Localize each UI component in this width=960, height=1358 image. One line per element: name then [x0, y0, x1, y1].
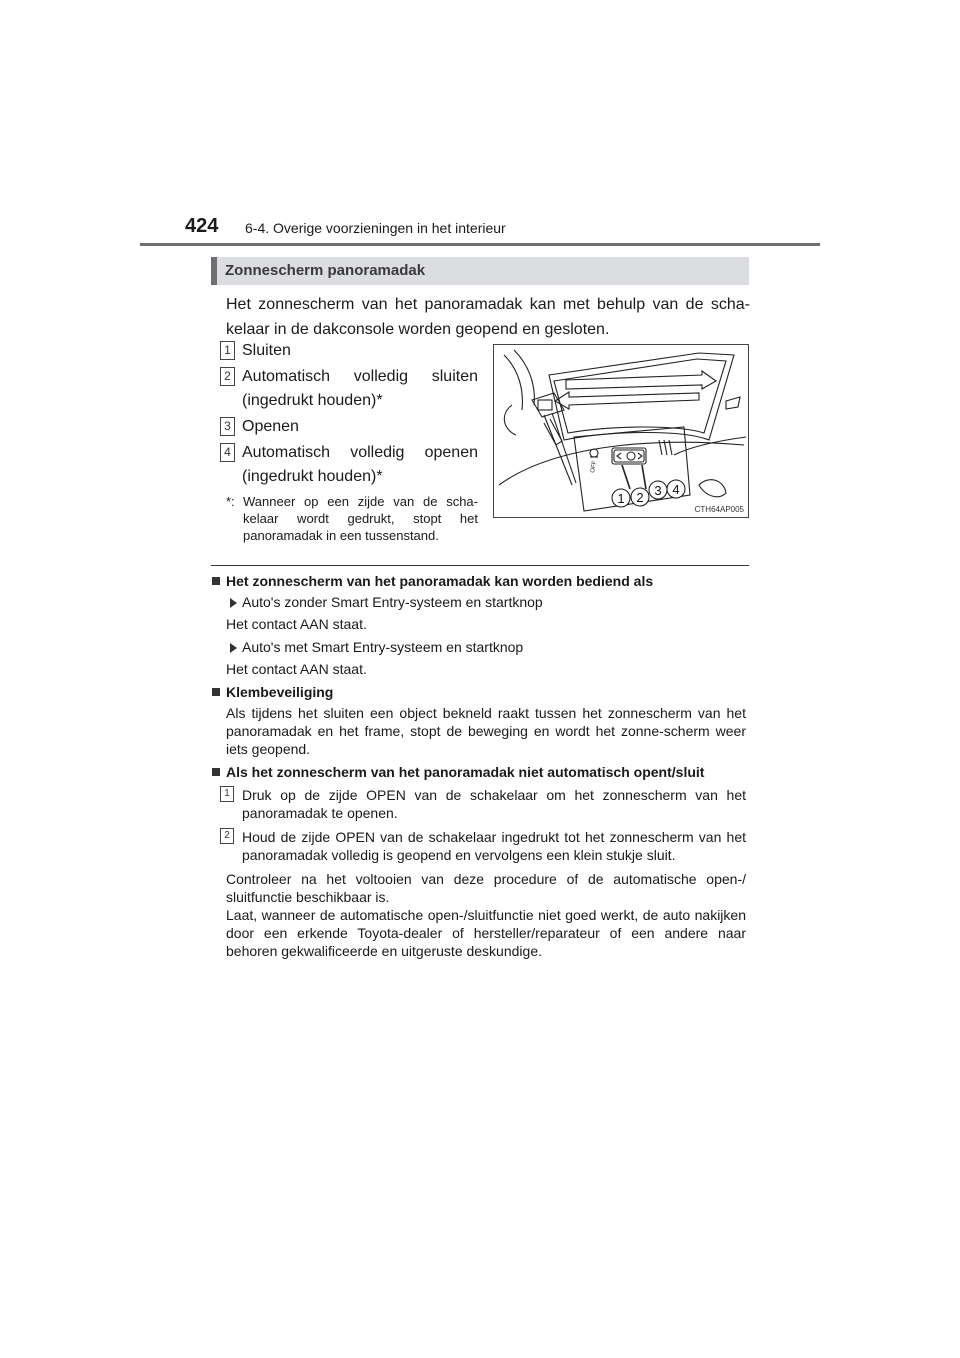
figure-code: CTH64AP005 [694, 505, 744, 514]
note-heading-auto: Als het zonnescherm van het panoramadak niet automatisch opent/sluit [212, 764, 704, 780]
footnote [226, 493, 478, 544]
square-bullet-icon [212, 577, 220, 585]
roof-console-drawing [494, 345, 748, 517]
svg-text:OFF: OFF [590, 460, 599, 474]
page-number: 424 [185, 215, 219, 237]
step-number-2: 2 [220, 828, 234, 844]
item-label-1: Sluiten [242, 342, 291, 359]
pinch-text: Als tijdens het sluiten een object bekneld raakt tussen het zonnescherm van het panoramadak en het frame, stopt de beweging en wordt het zonne-scherm weer iets geopend. [226, 705, 746, 757]
check-text: Controleer na het voltooien van deze procedure of de automatische open-/ sluitfunctie beschikbaar is. [226, 871, 746, 905]
callout-3: 3 [654, 483, 662, 498]
triangle-bullet-icon [230, 598, 237, 608]
advice-text: Laat, wanneer de automatische open-/sluitfunctie niet goed werkt, de auto nakijken door een erkende Toyota-dealer of hersteller/reparateur of een andere naar behoren gekwalificeerde en uitgeruste deskundige. [226, 907, 746, 959]
variant-1-text: Het contact AAN staat. [226, 616, 367, 632]
section-divider [211, 565, 749, 566]
callout-4: 4 [672, 482, 680, 497]
step-text-1: Druk op de zijde OPEN van de schakelaar om het zonnescherm van het panoramadak te openen. [242, 787, 746, 821]
chapter-title: 6-4. Overige voorzieningen in het interieur [245, 220, 506, 236]
section-heading-bar [211, 257, 749, 285]
sunshade-switch-illustration [493, 344, 749, 518]
variant-1: Auto's zonder Smart Entry-systeem en startknop [230, 594, 543, 610]
item-label-2: Automatisch volledig sluiten (ingedrukt houden)* [242, 368, 478, 409]
note-heading-operation: Het zonnescherm van het panoramadak kan worden bediend als [212, 573, 653, 589]
section-title: Zonnescherm panoramadak [225, 262, 426, 279]
variant-2: Auto's met Smart Entry-systeem en startknop [230, 639, 523, 655]
item-number-2: 2 [220, 367, 235, 386]
square-bullet-icon [212, 768, 220, 776]
note-heading-pinch: Klembeveiliging [212, 684, 333, 700]
variant-2-text: Het contact AAN staat. [226, 661, 367, 677]
triangle-bullet-icon [230, 643, 237, 653]
callout-1: 1 [617, 491, 625, 506]
item-label-3: Openen [242, 418, 299, 435]
callout-2: 2 [636, 490, 644, 505]
item-number-4: 4 [220, 443, 235, 462]
footnote-mark: *: [226, 494, 235, 509]
header-rule [140, 243, 820, 246]
section-intro: Het zonnescherm van het panoramadak kan met behulp van de scha-kelaar in de dakconsole worden geopend en gesloten. [226, 296, 750, 338]
square-bullet-icon [212, 688, 220, 696]
step-text-2: Houd de zijde OPEN van de schakelaar ingedrukt tot het zonnescherm van het panoramadak volledig is geopend en vervolgens een klein stukje sluit. [242, 829, 746, 863]
item-number-3: 3 [220, 417, 235, 436]
section-heading-stripe [211, 257, 217, 285]
item-label-4: Automatisch volledig openen (ingedrukt houden)* [242, 444, 478, 485]
step-number-1: 1 [220, 786, 234, 802]
item-number-1: 1 [220, 341, 235, 360]
footnote-text: Wanneer op een zijde van de scha-kelaar wordt gedrukt, stopt het panoramadak in een tussenstand. [243, 494, 478, 543]
